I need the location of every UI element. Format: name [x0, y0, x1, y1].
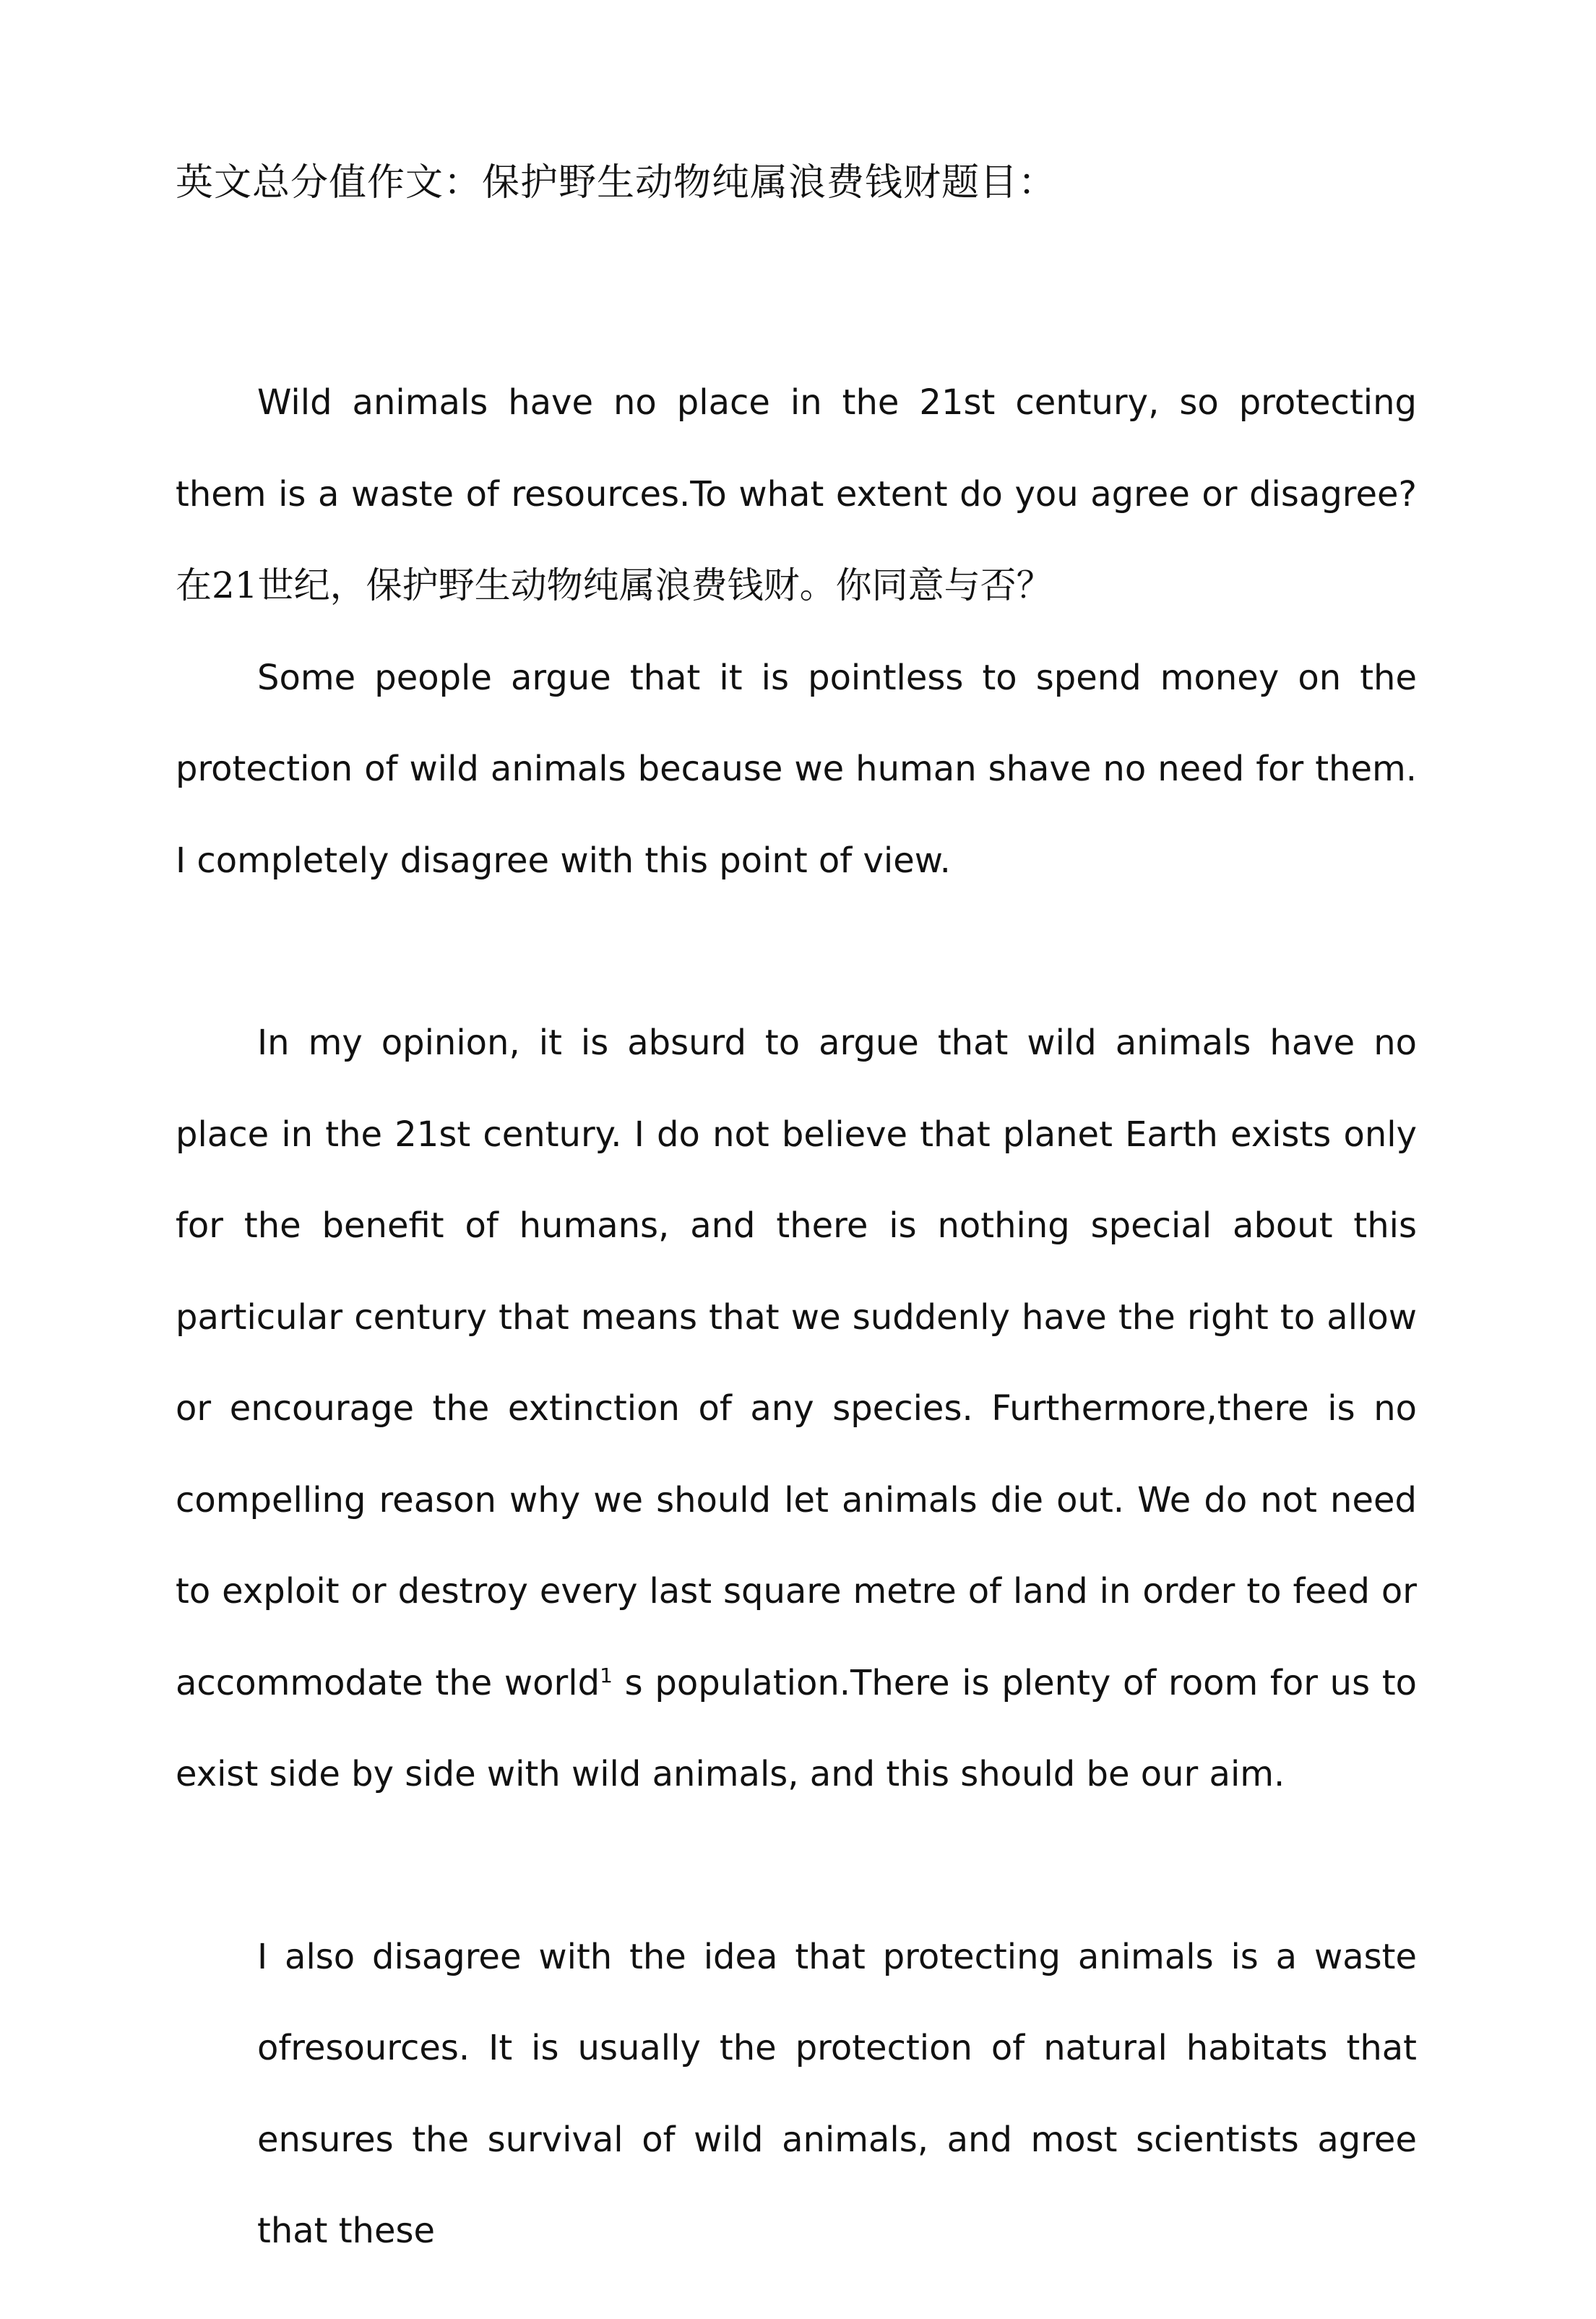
body-paragraph-2: I also disagree with the idea that protecting animals is a waste ofresources. It is usually the protection of natural habitats that ensures the survival of wild animals, and most scientists agree that these	[257, 1936, 1417, 2251]
paragraph-gap	[176, 1820, 1417, 1911]
document-content	[176, 137, 1417, 2277]
intro-paragraph: Some people argue that it is pointless to spend money on the protection of wild animals because we human shave no need for them. I completely disagree with this point of view.	[176, 657, 1417, 881]
body-paragraph-1	[176, 997, 1417, 1820]
paragraph-gap	[176, 906, 1417, 997]
prompt-chinese: 在21世纪，保护野生动物纯属浪费钱财。你同意与否？	[176, 564, 1053, 606]
body-paragraph-1-text-end: s population.There is plenty of room for us to exist side by side with wild animals, and this should be our aim.	[176, 1662, 1417, 1794]
footnote-marker: 1	[600, 1663, 613, 1687]
body-paragraph-1-text: In my opinion, it is absurd to argue that wild animals have no place in the 21st century. I do not believe that planet Earth exists only for the benefit of humans, and there is nothing special about this particular century that means that we suddenly have the right to allow or encourage the extinction of any species. Furthermore,there is no compelling reason why we should let animals die out. We do not need to exploit or destroy every last square metre of land in order to feed or accommodate the world	[176, 1023, 1417, 1703]
title-spacer	[176, 228, 1417, 357]
document-title: 英文总分值作文：保护野生动物纯属浪费钱财题目：	[176, 161, 1057, 205]
prompt-english: Wild animals have no place in the 21st century, so protecting them is a waste of resources.To what extent do you agree or disagree?	[176, 382, 1417, 515]
essay-prompt	[176, 357, 1417, 632]
